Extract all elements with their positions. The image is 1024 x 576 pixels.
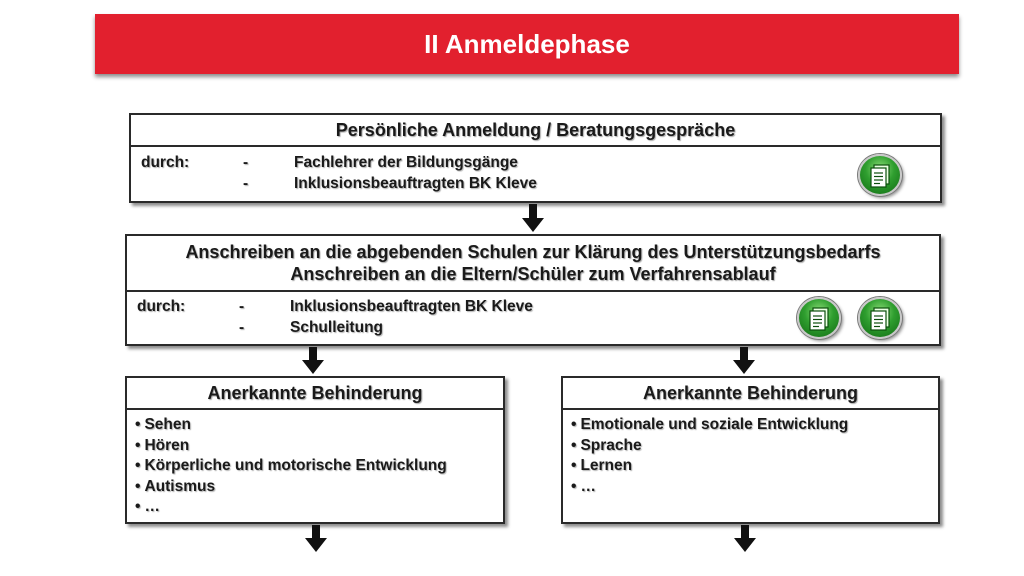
down-arrow-icon [733,347,755,374]
page-title: II Anmeldephase [424,28,630,59]
disability-heading [127,378,503,410]
responsible-item: Inklusionsbeauftragten BK Kleve [290,298,533,315]
list-item-text: Lernen [580,457,633,474]
list-item-text: Körperliche und motorische Entwicklung [144,457,447,474]
list-item-text: Emotionale und soziale Entwicklung [580,416,849,433]
disability-box-left [125,376,505,524]
disability-list-container [127,410,503,518]
letters-heading-line: Anschreiben an die abgebenden Schulen zur Klärung des Unterstützungsbedarfs [185,242,881,262]
bullet: • [571,416,577,433]
disability-heading-text: Anerkannte Behinderung [207,382,423,403]
green-document-icon[interactable] [858,297,902,339]
dash: - [239,298,245,315]
durch-label: durch: [137,298,186,315]
registration-body [131,147,940,201]
list-item-text: … [580,477,596,495]
down-arrow-icon [305,525,327,552]
list-item-text: Hören [144,436,190,454]
disability-heading-text: Anerkannte Behinderung [642,382,859,403]
disability-list-container [563,410,938,497]
bullet: • [135,498,141,515]
bullet: • [571,477,577,495]
green-document-icon[interactable] [858,154,902,196]
list-item [571,477,938,498]
responsible-item: Schulleitung [290,319,383,336]
registration-heading-text: Persönliche Anmeldung / Beratungsgespräche [335,119,736,140]
disability-list [135,415,503,518]
bullet: • [135,436,141,454]
list-item [135,497,503,518]
list-item-text: Sprache [580,436,642,454]
dash: - [243,175,249,192]
durch-label: durch: [141,154,190,171]
bullet: • [135,477,141,495]
list-item [135,456,503,477]
dash: - [239,319,245,336]
disability-box-right [561,376,940,524]
list-item [135,477,503,498]
list-item [135,436,503,457]
letters-body [127,292,939,344]
list-item [571,436,938,457]
registration-box [129,113,942,203]
list-item [571,456,938,477]
down-arrow-icon [734,525,756,552]
list-item-text: … [144,498,160,515]
registration-heading [131,115,940,147]
bullet: • [135,416,141,433]
down-arrow-icon [522,204,544,232]
list-item [135,415,503,436]
disability-list [571,415,938,497]
bullet: • [571,436,577,454]
dash: - [243,154,249,171]
bullet: • [135,457,141,474]
letters-box [125,234,941,346]
down-arrow-icon [302,347,324,374]
list-item-text: Sehen [144,416,191,433]
title-banner [95,14,959,74]
disability-heading [563,378,938,410]
list-item [571,415,938,436]
bullet: • [571,457,577,474]
letters-heading-line: Anschreiben an die Eltern/Schüler zum Verfahrensablauf [290,264,776,284]
responsible-item: Inklusionsbeauftragten BK Kleve [294,175,537,192]
list-item-text: Autismus [144,477,216,495]
responsible-item: Fachlehrer der Bildungsgänge [294,154,518,171]
green-document-icon[interactable] [797,297,841,339]
letters-heading [127,236,939,292]
